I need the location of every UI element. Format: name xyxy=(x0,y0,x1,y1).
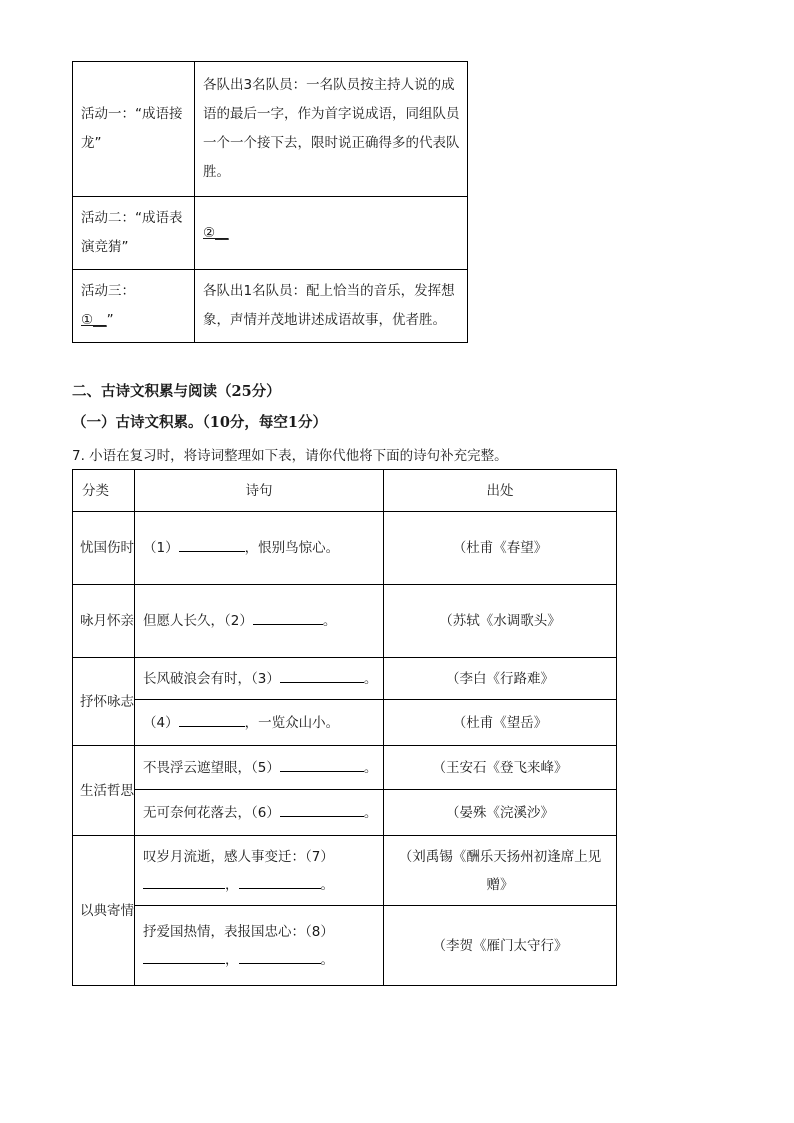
table-row xyxy=(73,790,617,836)
activity-row xyxy=(73,197,468,270)
source-cell: （苏轼《水调歌头》 xyxy=(384,585,617,658)
poem-text: 。 xyxy=(363,804,378,821)
answer-blank-2[interactable]: ②__ xyxy=(203,224,229,241)
poem-text: （4） xyxy=(143,714,179,731)
activity-desc xyxy=(195,197,468,270)
answer-blank[interactable] xyxy=(280,802,364,817)
poem-text: ， xyxy=(225,951,239,968)
table-row xyxy=(73,746,617,790)
source-cell: （刘禹锡《酬乐天扬州初逢席上见赠》 xyxy=(384,836,617,906)
answer-blank[interactable] xyxy=(280,668,364,683)
answer-blank[interactable] xyxy=(179,537,245,552)
poem-text: 不畏浮云遮望眼，（5） xyxy=(143,759,280,776)
header-category: 分类 xyxy=(73,470,135,512)
category-cell: 以典寄情 xyxy=(73,836,135,986)
activity-row xyxy=(73,62,468,197)
poetry-table xyxy=(72,469,617,986)
poem-cell xyxy=(135,906,384,986)
subsection-title: （一）古诗文积累。（10分，每空1分） xyxy=(72,414,328,431)
poem-text: ，一览众山小。 xyxy=(244,714,340,731)
category-cell: 咏月怀亲 xyxy=(73,585,135,658)
activity-table xyxy=(72,61,468,343)
poem-text: 但愿人长久，（2） xyxy=(143,613,253,629)
table-row xyxy=(73,512,617,585)
poem-cell xyxy=(135,700,384,746)
source-cell: （王安石《登飞来峰》 xyxy=(384,746,617,790)
activity-name: 活动一：“成语接龙” xyxy=(73,62,195,197)
answer-blank[interactable] xyxy=(179,712,245,727)
answer-blank[interactable] xyxy=(280,757,364,772)
activity-name-prefix: 活动三： xyxy=(81,283,135,299)
poem-text: 。 xyxy=(363,670,378,687)
header-source: 出处 xyxy=(384,470,617,512)
table-row xyxy=(73,700,617,746)
poem-cell xyxy=(135,585,384,658)
source-cell: （李贺《雁门太守行》 xyxy=(384,906,617,986)
table-row xyxy=(73,658,617,700)
source-cell: （李白《行路难》 xyxy=(384,658,617,700)
answer-blank-1[interactable]: ①__ xyxy=(81,312,107,328)
table-header-row xyxy=(73,470,617,512)
poem-text: 长风破浪会有时，（3） xyxy=(143,670,280,687)
activity-row xyxy=(73,270,468,343)
poem-text: 。 xyxy=(320,951,334,968)
poem-text: 。 xyxy=(363,759,378,776)
table-row xyxy=(73,906,617,986)
table-row xyxy=(73,836,617,906)
poem-text: 。 xyxy=(320,876,334,893)
activity-name-suffix: ” xyxy=(106,312,114,328)
source-cell: （晏殊《浣溪沙》 xyxy=(384,790,617,836)
poem-text: 抒爱国热情，表报国忠心：（8） xyxy=(143,923,334,940)
table-row xyxy=(73,585,617,658)
activity-desc: 各队出1名队员：配上恰当的音乐，发挥想象，声情并茂地讲述成语故事，优者胜。 xyxy=(195,270,468,343)
category-cell: 生活哲思 xyxy=(73,746,135,836)
poem-cell xyxy=(135,512,384,585)
source-cell: （杜甫《春望》 xyxy=(384,512,617,585)
poem-text: 。 xyxy=(322,613,337,629)
poem-text: （1） xyxy=(143,540,179,556)
answer-blank[interactable] xyxy=(143,874,225,889)
poem-cell xyxy=(135,790,384,836)
poem-cell xyxy=(135,746,384,790)
activity-name xyxy=(73,270,195,343)
answer-blank[interactable] xyxy=(239,874,321,889)
activity-desc: 各队出3名队员：一名队员按主持人说的成语的最后一字，作为首字说成语，同组队员一个一个接下去，限时说正确得多的代表队胜。 xyxy=(195,62,468,197)
header-poem: 诗句 xyxy=(135,470,384,512)
poem-text: 无可奈何花落去，（6） xyxy=(143,804,280,821)
poem-text: 叹岁月流逝，感人事变迁：（7） xyxy=(143,848,334,865)
source-cell: （杜甫《望岳》 xyxy=(384,700,617,746)
category-cell: 抒怀咏志 xyxy=(73,658,135,746)
question-7-text: 7. 小语在复习时，将诗词整理如下表，请你代他将下面的诗句补充完整。 xyxy=(72,448,508,464)
answer-blank[interactable] xyxy=(143,949,225,964)
poem-cell xyxy=(135,836,384,906)
poem-text: ，恨别鸟惊心。 xyxy=(244,540,340,556)
category-cell: 忧国伤时 xyxy=(73,512,135,585)
section-title: 二、古诗文积累与阅读（25分） xyxy=(72,383,281,400)
answer-blank[interactable] xyxy=(253,610,323,625)
poem-text: ， xyxy=(225,876,239,893)
activity-name: 活动二：“成语表演竞猜” xyxy=(73,197,195,270)
answer-blank[interactable] xyxy=(239,949,321,964)
poem-cell xyxy=(135,658,384,700)
